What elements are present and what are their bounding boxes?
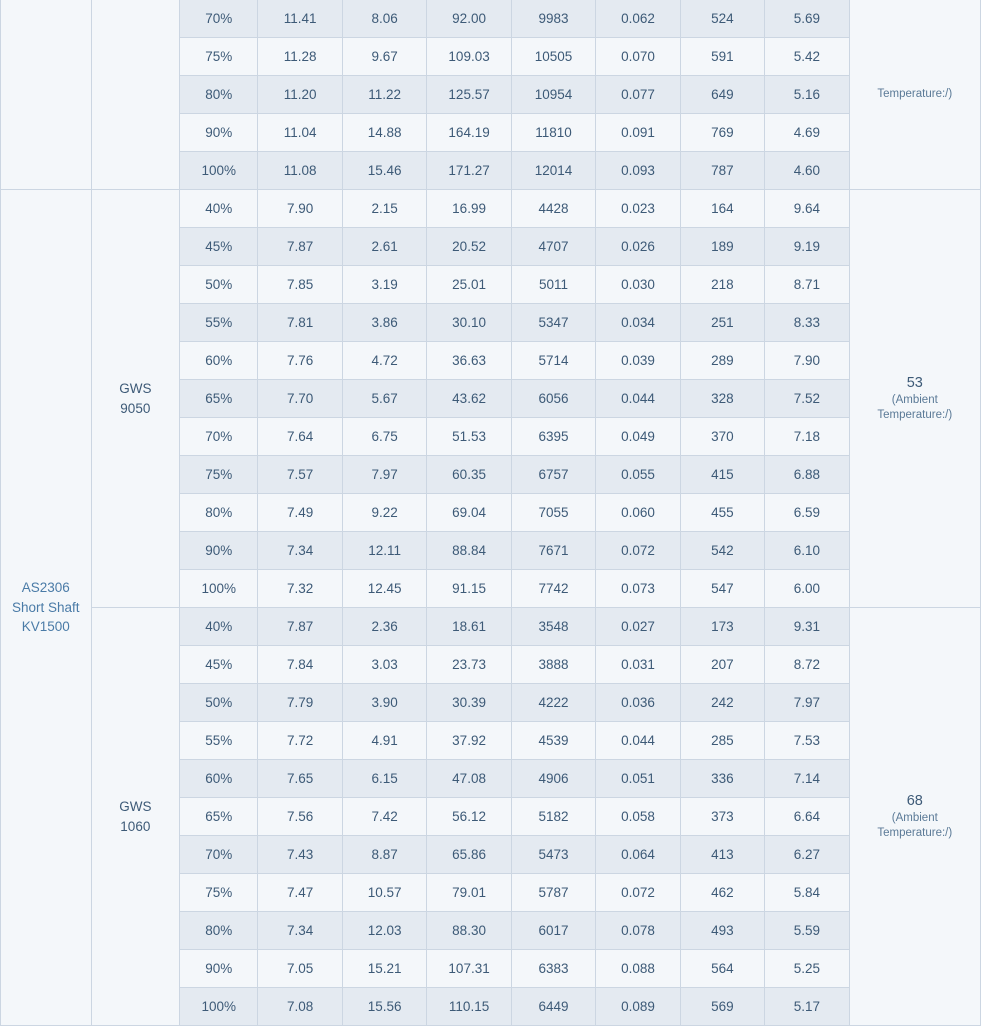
cell-throttle: 75% <box>180 456 258 494</box>
cell-throttle: 65% <box>180 798 258 836</box>
cell-thrust: 0.023 <box>596 190 680 228</box>
cell-amps: 7.42 <box>342 798 426 836</box>
cell-amps: 10.57 <box>342 874 426 912</box>
cell-thrust: 0.051 <box>596 760 680 798</box>
cell-amps: 12.45 <box>342 570 426 608</box>
cell-rpm: 4428 <box>511 190 595 228</box>
cell-amps: 9.22 <box>342 494 426 532</box>
cell-amps: 3.90 <box>342 684 426 722</box>
cell-watts: 51.53 <box>427 418 511 456</box>
cell-amps: 7.97 <box>342 456 426 494</box>
cell-throttle: 80% <box>180 494 258 532</box>
cell-thrust: 0.093 <box>596 152 680 190</box>
temperature-note: Temperature:/) <box>877 88 953 101</box>
cell-amps: 3.03 <box>342 646 426 684</box>
propeller-cell: GWS 1060 <box>91 608 180 1026</box>
temperature-value: 68 <box>906 792 923 809</box>
cell-watts: 107.31 <box>427 950 511 988</box>
cell-volts: 7.76 <box>258 342 342 380</box>
cell-amps: 12.03 <box>342 912 426 950</box>
cell-throttle: 80% <box>180 76 258 114</box>
cell-thrust: 0.044 <box>596 722 680 760</box>
cell-rpm: 6395 <box>511 418 595 456</box>
cell-amps: 15.56 <box>342 988 426 1026</box>
cell-volts: 7.56 <box>258 798 342 836</box>
cell-col8: 8.71 <box>765 266 849 304</box>
cell-rpm: 4906 <box>511 760 595 798</box>
cell-throttle: 60% <box>180 760 258 798</box>
cell-col8: 8.33 <box>765 304 849 342</box>
cell-col8: 7.97 <box>765 684 849 722</box>
cell-volts: 11.04 <box>258 114 342 152</box>
cell-thrust: 0.072 <box>596 874 680 912</box>
cell-rpm: 11810 <box>511 114 595 152</box>
cell-thrust: 0.073 <box>596 570 680 608</box>
cell-thrust: 0.064 <box>596 836 680 874</box>
cell-watts: 36.63 <box>427 342 511 380</box>
cell-col7: 569 <box>680 988 764 1026</box>
cell-rpm: 3548 <box>511 608 595 646</box>
cell-col8: 6.64 <box>765 798 849 836</box>
cell-col8: 5.84 <box>765 874 849 912</box>
cell-volts: 7.70 <box>258 380 342 418</box>
cell-col8: 5.16 <box>765 76 849 114</box>
cell-rpm: 4539 <box>511 722 595 760</box>
cell-watts: 69.04 <box>427 494 511 532</box>
cell-throttle: 45% <box>180 228 258 266</box>
cell-col8: 6.00 <box>765 570 849 608</box>
cell-thrust: 0.089 <box>596 988 680 1026</box>
cell-amps: 14.88 <box>342 114 426 152</box>
cell-col8: 9.64 <box>765 190 849 228</box>
cell-thrust: 0.031 <box>596 646 680 684</box>
cell-col8: 6.27 <box>765 836 849 874</box>
cell-col8: 5.59 <box>765 912 849 950</box>
cell-watts: 164.19 <box>427 114 511 152</box>
cell-rpm: 5714 <box>511 342 595 380</box>
cell-col7: 373 <box>680 798 764 836</box>
cell-col8: 7.53 <box>765 722 849 760</box>
cell-col7: 462 <box>680 874 764 912</box>
cell-thrust: 0.034 <box>596 304 680 342</box>
cell-thrust: 0.060 <box>596 494 680 532</box>
temperature-cell <box>849 608 980 1026</box>
cell-col7: 336 <box>680 760 764 798</box>
cell-watts: 18.61 <box>427 608 511 646</box>
cell-watts: 109.03 <box>427 38 511 76</box>
cell-throttle: 75% <box>180 874 258 912</box>
temperature-note: Temperature:/) <box>877 409 953 422</box>
cell-col8: 6.10 <box>765 532 849 570</box>
cell-thrust: 0.078 <box>596 912 680 950</box>
cell-rpm: 5182 <box>511 798 595 836</box>
cell-volts: 7.90 <box>258 190 342 228</box>
cell-throttle: 100% <box>180 152 258 190</box>
cell-col8: 7.52 <box>765 380 849 418</box>
cell-col8: 7.90 <box>765 342 849 380</box>
cell-rpm: 6757 <box>511 456 595 494</box>
cell-col7: 591 <box>680 38 764 76</box>
cell-throttle: 50% <box>180 266 258 304</box>
cell-amps: 11.22 <box>342 76 426 114</box>
cell-volts: 7.57 <box>258 456 342 494</box>
cell-throttle: 100% <box>180 570 258 608</box>
cell-col8: 7.18 <box>765 418 849 456</box>
cell-col7: 787 <box>680 152 764 190</box>
cell-amps: 2.61 <box>342 228 426 266</box>
cell-volts: 7.87 <box>258 608 342 646</box>
cell-throttle: 60% <box>180 342 258 380</box>
cell-col7: 547 <box>680 570 764 608</box>
cell-volts: 7.72 <box>258 722 342 760</box>
cell-volts: 7.43 <box>258 836 342 874</box>
cell-col7: 542 <box>680 532 764 570</box>
cell-watts: 16.99 <box>427 190 511 228</box>
cell-volts: 7.84 <box>258 646 342 684</box>
cell-col7: 413 <box>680 836 764 874</box>
cell-throttle: 80% <box>180 912 258 950</box>
cell-col8: 8.72 <box>765 646 849 684</box>
cell-col7: 769 <box>680 114 764 152</box>
cell-thrust: 0.044 <box>596 380 680 418</box>
cell-col7: 649 <box>680 76 764 114</box>
cell-volts: 7.34 <box>258 912 342 950</box>
motor-name-cell: AS2306 Short Shaft KV1500 <box>1 190 92 1026</box>
cell-col8: 4.60 <box>765 152 849 190</box>
cell-col7: 564 <box>680 950 764 988</box>
cell-amps: 12.11 <box>342 532 426 570</box>
cell-throttle: 65% <box>180 380 258 418</box>
cell-volts: 7.85 <box>258 266 342 304</box>
cell-throttle: 75% <box>180 38 258 76</box>
cell-thrust: 0.070 <box>596 38 680 76</box>
cell-throttle: 40% <box>180 190 258 228</box>
cell-rpm: 10505 <box>511 38 595 76</box>
cell-watts: 88.84 <box>427 532 511 570</box>
cell-col8: 6.59 <box>765 494 849 532</box>
cell-rpm: 6383 <box>511 950 595 988</box>
table-body <box>1 0 981 1026</box>
cell-amps: 6.15 <box>342 760 426 798</box>
temperature-note: Temperature:/) <box>877 827 953 840</box>
cell-volts: 7.05 <box>258 950 342 988</box>
cell-col7: 189 <box>680 228 764 266</box>
cell-throttle: 90% <box>180 114 258 152</box>
cell-watts: 79.01 <box>427 874 511 912</box>
propeller-cell <box>91 0 180 190</box>
cell-watts: 23.73 <box>427 646 511 684</box>
cell-thrust: 0.049 <box>596 418 680 456</box>
cell-watts: 60.35 <box>427 456 511 494</box>
cell-rpm: 5787 <box>511 874 595 912</box>
cell-thrust: 0.027 <box>596 608 680 646</box>
cell-volts: 11.41 <box>258 0 342 38</box>
cell-rpm: 7055 <box>511 494 595 532</box>
cell-amps: 9.67 <box>342 38 426 76</box>
cell-volts: 7.87 <box>258 228 342 266</box>
cell-col7: 524 <box>680 0 764 38</box>
cell-throttle: 90% <box>180 950 258 988</box>
cell-amps: 3.19 <box>342 266 426 304</box>
cell-rpm: 6017 <box>511 912 595 950</box>
cell-volts: 7.65 <box>258 760 342 798</box>
temperature-value: 53 <box>906 374 923 391</box>
cell-volts: 7.08 <box>258 988 342 1026</box>
cell-amps: 3.86 <box>342 304 426 342</box>
cell-thrust: 0.091 <box>596 114 680 152</box>
cell-throttle: 40% <box>180 608 258 646</box>
cell-watts: 25.01 <box>427 266 511 304</box>
cell-volts: 7.81 <box>258 304 342 342</box>
cell-col8: 9.31 <box>765 608 849 646</box>
cell-amps: 8.06 <box>342 0 426 38</box>
cell-watts: 30.39 <box>427 684 511 722</box>
temperature-cell <box>849 190 980 608</box>
cell-watts: 56.12 <box>427 798 511 836</box>
cell-amps: 15.21 <box>342 950 426 988</box>
cell-watts: 65.86 <box>427 836 511 874</box>
cell-col8: 5.69 <box>765 0 849 38</box>
cell-col7: 251 <box>680 304 764 342</box>
cell-thrust: 0.036 <box>596 684 680 722</box>
cell-col7: 415 <box>680 456 764 494</box>
cell-thrust: 0.077 <box>596 76 680 114</box>
cell-watts: 88.30 <box>427 912 511 950</box>
cell-col7: 455 <box>680 494 764 532</box>
cell-thrust: 0.058 <box>596 798 680 836</box>
cell-col7: 242 <box>680 684 764 722</box>
cell-volts: 7.64 <box>258 418 342 456</box>
cell-rpm: 5473 <box>511 836 595 874</box>
cell-col8: 5.42 <box>765 38 849 76</box>
cell-col8: 5.17 <box>765 988 849 1026</box>
cell-rpm: 6449 <box>511 988 595 1026</box>
cell-col8: 6.88 <box>765 456 849 494</box>
cell-rpm: 7671 <box>511 532 595 570</box>
cell-amps: 4.72 <box>342 342 426 380</box>
cell-throttle: 90% <box>180 532 258 570</box>
cell-col8: 9.19 <box>765 228 849 266</box>
cell-rpm: 6056 <box>511 380 595 418</box>
cell-thrust: 0.062 <box>596 0 680 38</box>
cell-volts: 7.49 <box>258 494 342 532</box>
cell-watts: 37.92 <box>427 722 511 760</box>
cell-thrust: 0.026 <box>596 228 680 266</box>
cell-watts: 43.62 <box>427 380 511 418</box>
cell-throttle: 50% <box>180 684 258 722</box>
cell-throttle: 100% <box>180 988 258 1026</box>
cell-rpm: 9983 <box>511 0 595 38</box>
cell-volts: 7.79 <box>258 684 342 722</box>
cell-rpm: 10954 <box>511 76 595 114</box>
cell-throttle: 70% <box>180 418 258 456</box>
cell-thrust: 0.039 <box>596 342 680 380</box>
cell-col7: 173 <box>680 608 764 646</box>
cell-col8: 4.69 <box>765 114 849 152</box>
cell-throttle: 45% <box>180 646 258 684</box>
cell-volts: 7.34 <box>258 532 342 570</box>
cell-throttle: 70% <box>180 0 258 38</box>
table-row <box>1 0 981 38</box>
cell-rpm: 12014 <box>511 152 595 190</box>
cell-throttle: 55% <box>180 722 258 760</box>
cell-volts: 11.28 <box>258 38 342 76</box>
temperature-cell <box>849 0 980 190</box>
cell-watts: 92.00 <box>427 0 511 38</box>
cell-volts: 11.20 <box>258 76 342 114</box>
cell-volts: 7.32 <box>258 570 342 608</box>
cell-volts: 11.08 <box>258 152 342 190</box>
cell-watts: 91.15 <box>427 570 511 608</box>
cell-throttle: 55% <box>180 304 258 342</box>
cell-amps: 2.36 <box>342 608 426 646</box>
cell-watts: 125.57 <box>427 76 511 114</box>
table-row <box>1 190 981 228</box>
cell-amps: 2.15 <box>342 190 426 228</box>
cell-rpm: 7742 <box>511 570 595 608</box>
cell-watts: 30.10 <box>427 304 511 342</box>
cell-rpm: 3888 <box>511 646 595 684</box>
temperature-note: (Ambient <box>891 812 938 825</box>
cell-amps: 8.87 <box>342 836 426 874</box>
cell-col7: 218 <box>680 266 764 304</box>
cell-thrust: 0.072 <box>596 532 680 570</box>
cell-col7: 289 <box>680 342 764 380</box>
cell-thrust: 0.055 <box>596 456 680 494</box>
cell-col7: 493 <box>680 912 764 950</box>
cell-rpm: 4707 <box>511 228 595 266</box>
cell-amps: 15.46 <box>342 152 426 190</box>
cell-col8: 5.25 <box>765 950 849 988</box>
motor-name-cell <box>1 0 92 190</box>
cell-thrust: 0.088 <box>596 950 680 988</box>
cell-volts: 7.47 <box>258 874 342 912</box>
cell-watts: 171.27 <box>427 152 511 190</box>
temperature-note: (Ambient <box>891 394 938 407</box>
cell-col7: 164 <box>680 190 764 228</box>
cell-amps: 6.75 <box>342 418 426 456</box>
cell-watts: 20.52 <box>427 228 511 266</box>
cell-thrust: 0.030 <box>596 266 680 304</box>
propeller-cell: GWS 9050 <box>91 190 180 608</box>
cell-watts: 110.15 <box>427 988 511 1026</box>
cell-rpm: 4222 <box>511 684 595 722</box>
cell-rpm: 5347 <box>511 304 595 342</box>
cell-watts: 47.08 <box>427 760 511 798</box>
cell-amps: 4.91 <box>342 722 426 760</box>
cell-throttle: 70% <box>180 836 258 874</box>
cell-rpm: 5011 <box>511 266 595 304</box>
cell-amps: 5.67 <box>342 380 426 418</box>
cell-col7: 328 <box>680 380 764 418</box>
cell-col7: 207 <box>680 646 764 684</box>
cell-col7: 370 <box>680 418 764 456</box>
cell-col7: 285 <box>680 722 764 760</box>
table-row <box>1 608 981 646</box>
cell-col8: 7.14 <box>765 760 849 798</box>
